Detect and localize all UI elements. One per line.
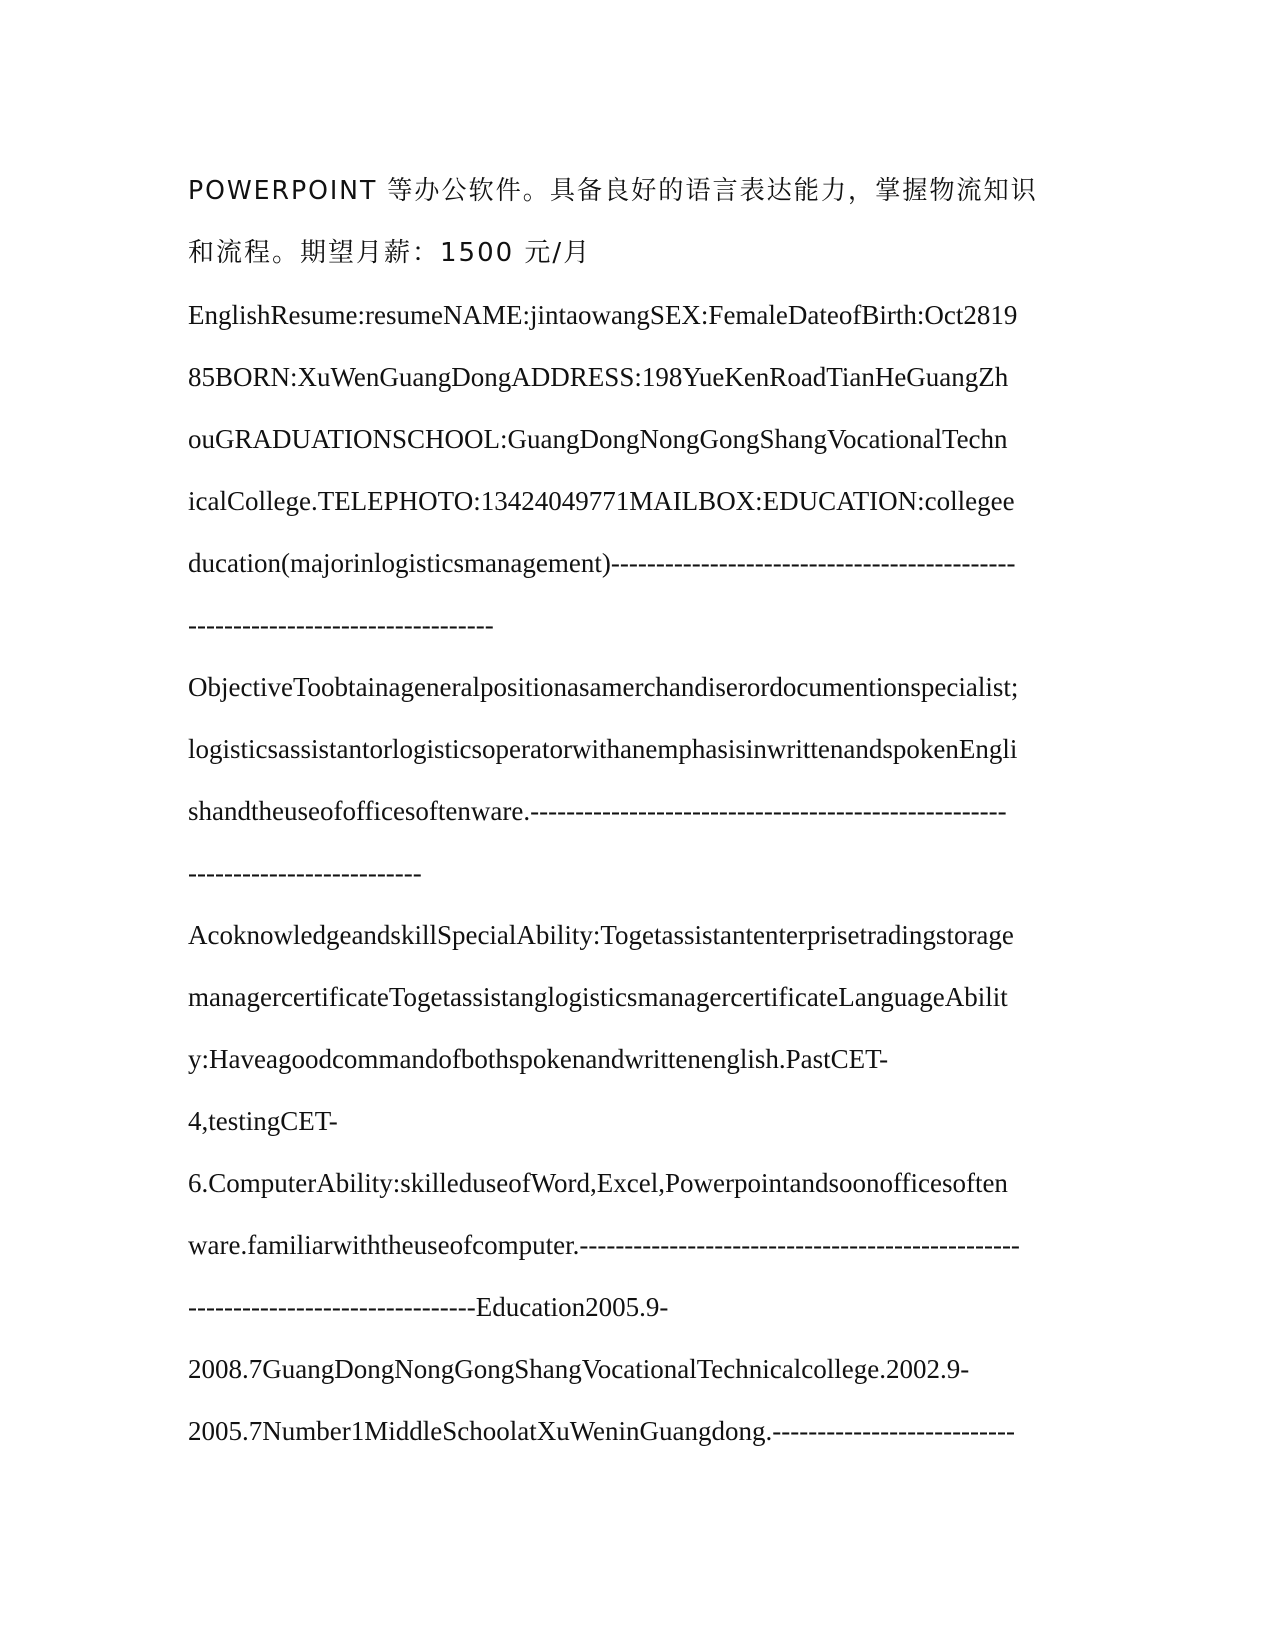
text-line-13: AcoknowledgeandskillSpecialAbility:Togetassistantenterprisetradingstorage: [188, 920, 1014, 950]
text-line-10: logisticsassistantorlogisticsoperatorwithanemphasisinwrittenandspokenEngli: [188, 734, 1018, 764]
text-line-8: ----------------------------------: [188, 610, 494, 640]
text-line-14: managercertificateTogetassistanglogisticsmanagercertificateLanguageAbilit: [188, 982, 1008, 1012]
text-line-20: 2008.7GuangDongNongGongShangVocationalTechnicalcollege.2002.9-: [188, 1354, 970, 1384]
text-line-6: icalCollege.TELEPHOTO:13424049771MAILBOX:EDUCATION:collegee: [188, 486, 1015, 516]
resume-text-body: [188, 166, 1088, 1468]
text-line-19: --------------------------------Education2005.9-: [188, 1292, 669, 1322]
text-line-5: ouGRADUATIONSCHOOL:GuangDongNongGongShangVocationalTechn: [188, 424, 1008, 454]
text-line-7: ducation(majorinlogisticsmanagement)---------------------------------------------: [188, 548, 1016, 578]
text-line-11: shandtheuseofofficesoftenware.-----------------------------------------------------: [188, 796, 1007, 826]
text-line-9: ObjectiveToobtainageneralpositionasamerchandiserordocumentionspecialist;: [188, 672, 1019, 702]
text-line-18: ware.familiarwiththeuseofcomputer.-------------------------------------------------: [188, 1230, 1020, 1260]
text-line-21: 2005.7Number1MiddleSchoolatXuWeninGuangdong.---------------------------: [188, 1416, 1016, 1446]
text-line-16: 4,testingCET-: [188, 1106, 338, 1136]
text-line-12: --------------------------: [188, 858, 422, 888]
text-line-2: 和流程。期望月薪：1500 元/月: [188, 238, 592, 268]
text-line-1: POWERPOINT 等办公软件。具备良好的语言表达能力，掌握物流知识: [188, 176, 1038, 206]
text-line-15: y:Haveagoodcommandofbothspokenandwrittenenglish.PastCET-: [188, 1044, 889, 1074]
text-line-4: 85BORN:XuWenGuangDongADDRESS:198YueKenRoadTianHeGuangZh: [188, 362, 1009, 392]
text-line-17: 6.ComputerAbility:skilleduseofWord,Excel,Powerpointandsoonofficesoften: [188, 1168, 1008, 1198]
text-line-3: EnglishResume:resumeNAME:jintaowangSEX:FemaleDateofBirth:Oct2819: [188, 300, 1018, 330]
